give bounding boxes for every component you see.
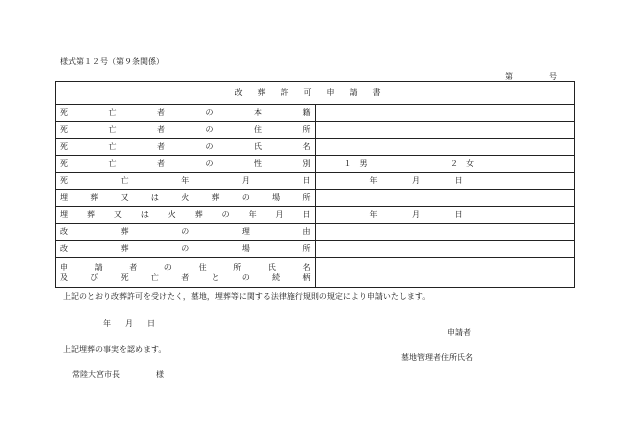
form-number-label: 様式第１２号（第９条関係） bbox=[60, 57, 164, 66]
burial-month-unit: 月 bbox=[412, 210, 421, 219]
burial-year-unit: 年 bbox=[369, 210, 378, 219]
field-address[interactable] bbox=[315, 122, 575, 139]
row-address bbox=[56, 122, 575, 139]
label-applicant bbox=[56, 258, 316, 288]
label-sex: 死亡者の性別 bbox=[56, 156, 316, 173]
date-year-unit: 年 bbox=[103, 319, 111, 328]
row-sex bbox=[56, 156, 575, 173]
mayor-title: 常陸大宮市長 bbox=[72, 370, 120, 379]
date-day-unit: 日 bbox=[147, 319, 155, 328]
death-month-unit: 月 bbox=[412, 176, 421, 185]
confirmation-text: 上記埋葬の事実を認めます。 bbox=[63, 345, 167, 354]
row-honseki bbox=[56, 105, 575, 122]
declaration-text: 上記のとおり改葬許可を受けたく，墓地，埋葬等に関する法律施行規則の規定により申請いたします。 bbox=[63, 292, 431, 301]
label-place: 改葬の場所 bbox=[56, 241, 316, 258]
label-death-date: 死亡年月日 bbox=[56, 173, 316, 190]
number-prefix: 第 bbox=[505, 72, 513, 81]
field-name[interactable] bbox=[315, 139, 575, 156]
number-suffix: 号 bbox=[549, 72, 557, 81]
death-day-unit: 日 bbox=[454, 176, 463, 185]
application-form-table bbox=[55, 81, 575, 288]
row-place bbox=[56, 241, 575, 258]
row-applicant bbox=[56, 258, 575, 288]
row-burial-place bbox=[56, 190, 575, 207]
label-name: 死亡者の氏名 bbox=[56, 139, 316, 156]
honorific: 様 bbox=[156, 370, 164, 379]
field-death-date[interactable] bbox=[315, 173, 575, 190]
death-year-unit: 年 bbox=[369, 176, 378, 185]
field-applicant[interactable] bbox=[315, 258, 575, 288]
cemetery-manager-label: 墓地管理者住所氏名 bbox=[401, 353, 473, 362]
field-reason[interactable] bbox=[315, 224, 575, 241]
row-reason bbox=[56, 224, 575, 241]
row-death-date bbox=[56, 173, 575, 190]
sex-option-female[interactable]: ２ 女 bbox=[450, 159, 475, 168]
label-reason: 改葬の理由 bbox=[56, 224, 316, 241]
form-title: 改葬許可申請書 bbox=[56, 82, 575, 105]
applicant-label: 申請者 bbox=[447, 328, 471, 337]
label-burial-place: 埋葬又は火葬の場所 bbox=[56, 190, 316, 207]
label-honseki: 死亡者の本籍 bbox=[56, 105, 316, 122]
row-burial-date bbox=[56, 207, 575, 224]
label-burial-date: 埋葬又は火葬の年月日 bbox=[56, 207, 316, 224]
field-honseki[interactable] bbox=[315, 105, 575, 122]
mayor-addressee bbox=[72, 370, 164, 380]
field-burial-place[interactable] bbox=[315, 190, 575, 207]
sex-option-male[interactable]: １ 男 bbox=[343, 159, 368, 168]
application-date bbox=[103, 319, 155, 329]
field-place[interactable] bbox=[315, 241, 575, 258]
label-address: 死亡者の住所 bbox=[56, 122, 316, 139]
burial-day-unit: 日 bbox=[454, 210, 463, 219]
label-applicant-line1: 申請者の住所氏名 bbox=[60, 262, 311, 272]
field-sex[interactable] bbox=[315, 156, 575, 173]
row-name bbox=[56, 139, 575, 156]
title-row bbox=[56, 82, 575, 105]
date-month-unit: 月 bbox=[125, 319, 133, 328]
field-burial-date[interactable] bbox=[315, 207, 575, 224]
label-applicant-line2: 及び死亡者との続柄 bbox=[60, 272, 311, 282]
